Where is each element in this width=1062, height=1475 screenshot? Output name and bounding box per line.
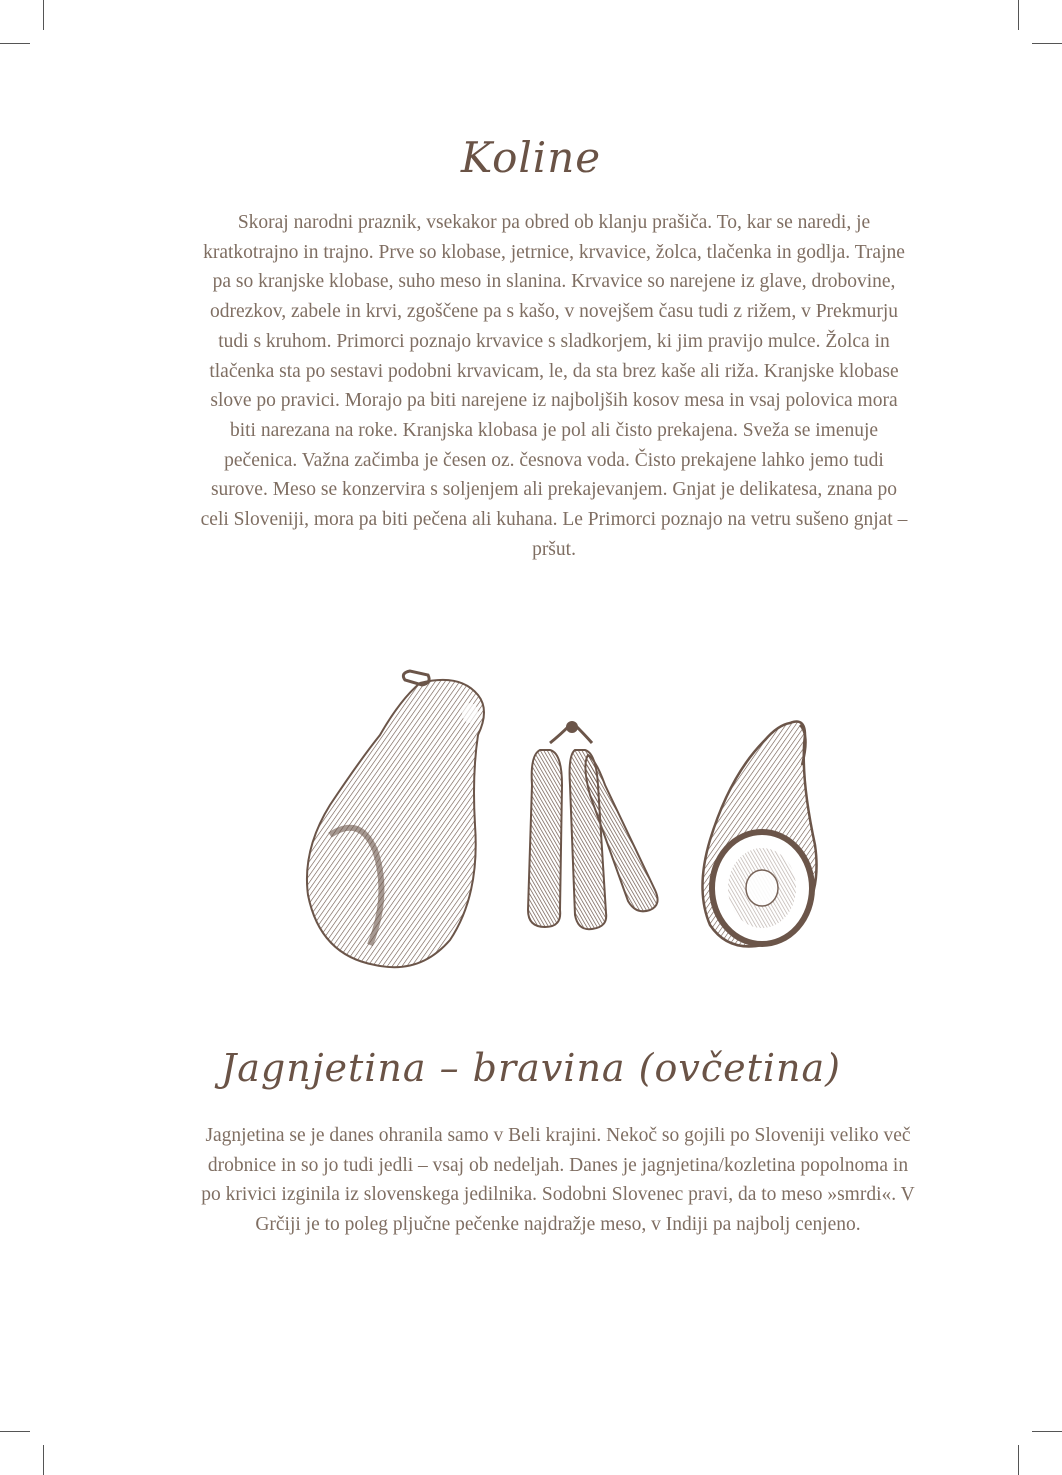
crop-mark xyxy=(0,43,30,44)
crop-mark xyxy=(1018,0,1019,30)
crop-mark xyxy=(1032,1431,1062,1432)
section-title-jagnjetina: Jagnjetina – bravina (ovčetina) xyxy=(221,1046,841,1090)
ham-leg-icon xyxy=(307,671,484,967)
crop-mark xyxy=(43,1445,44,1475)
crop-mark xyxy=(0,1431,30,1432)
crop-mark xyxy=(1018,1445,1019,1475)
cured-ham-icon xyxy=(703,722,817,947)
sausage-links-icon xyxy=(528,721,658,929)
cured-meats-illustration xyxy=(300,665,860,980)
crop-mark xyxy=(43,0,44,30)
crop-mark xyxy=(1032,43,1062,44)
section-body-koline: Skoraj narodni praznik, vsekakor pa obred ob klanju prašiča. To, kar se naredi, je kratkotrajno in trajno. Prve so klobase, jetrnice, krvavice, žolca, tlačenka in godlja. Trajne pa so kranjske klobase, suho meso in slanina. Krvavice so narejene iz glave, drobovine, odrezkov, zabele in krvi, zgoščene pa s kašo, v novejšem času tudi z rižem, v Prekmurju tudi s kruhom. Primorci poznajo krvavice s sladkorjem, ki jim pravijo mulce. Žolca in tlačenka sta po sestavi podobni krvavicam, le, da sta brez kaše ali riža. Kranjske klobase slove po pravici. Morajo pa biti narejene iz najboljših kosov mesa in vsaj polovica mora biti narezana na roke. Kranjska klobasa je pol ali čisto prekajena. Sveža se imenuje pečenica. Važna začimba je česen oz. česnova voda. Čisto prekajene lahko jemo tudi surove. Meso se konzervira s soljenjem ali prekajevanjem. Gnjat je delikatesa, znana po celi Sloveniji, mora pa biti pečena ali kuhana. Le Primorci poznajo na vetru sušeno gnjat – pršut. xyxy=(200,212,908,560)
section-title-koline: Koline xyxy=(460,133,602,182)
section-body-jagnjetina: Jagnjetina se je danes ohranila samo v Beli krajini. Nekoč so gojili po Sloveniji veliko več drobnice in so jo tudi jedli – vsaj ob nedeljah. Danes je jagnjetina/kozletina popolnoma in po krivici izginila iz slovenskega jedilnika. Sodobni Slovenec pravi, da to meso »smrdi«. V Grčiji je to poleg pljučne pečenke najdražje meso, v Indiji pa najbolj cenjeno. xyxy=(201,1125,915,1236)
